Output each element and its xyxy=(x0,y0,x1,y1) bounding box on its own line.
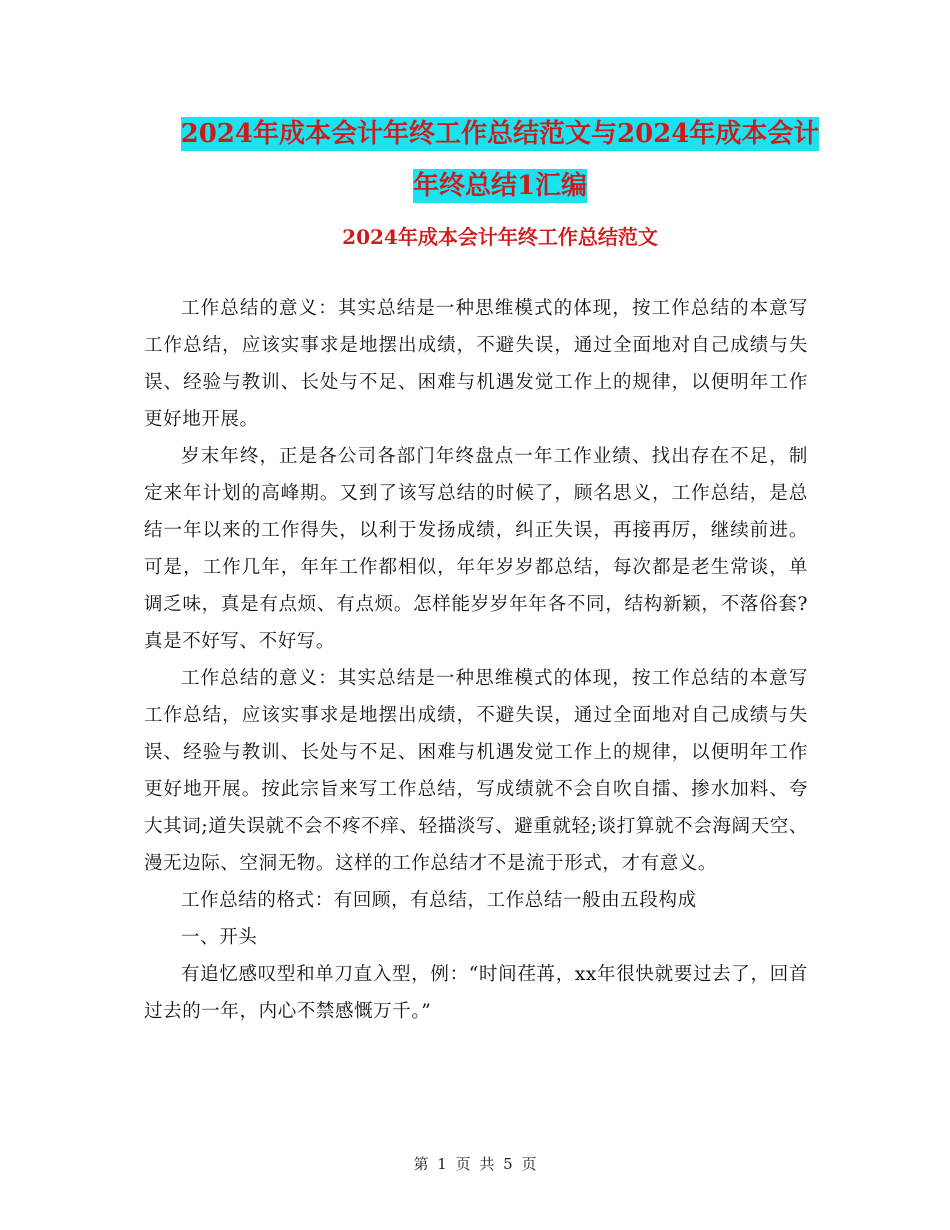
paragraph-meaning-1: 工作总结的意义：其实总结是一种思维模式的体现，按工作总结的本意写工作总结，应该实事求是地摆出成绩，不避失误，通过全面地对自己成绩与失误、经验与教训、长处与不足、困难与机遇发觉工作上的规律，以便明年工作更好地开展。 xyxy=(144,298,808,430)
document-body xyxy=(144,290,808,1030)
paragraph-format: 工作总结的格式：有回顾，有总结，工作总结一般由五段构成 xyxy=(181,890,697,911)
paragraph-meaning-2: 工作总结的意义：其实总结是一种思维模式的体现，按工作总结的本意写工作总结，应该实事求是地摆出成绩，不避失误，通过全面地对自己成绩与失误、经验与教训、长处与不足、困难与机遇发觉工作上的规律，以便明年工作更好地开展。按此宗旨来写工作总结，写成绩就不会自吹自擂、掺水加料、夸大其词;道失误就不会不疼不痒、轻描淡写、避重就轻;谈打算就不会海阔天空、漫无边际、空洞无物。这样的工作总结才不是流于形式，才有意义。 xyxy=(144,668,808,874)
paragraph-opening-example: 有追忆感叹型和单刀直入型，例：“时间荏苒，xx年很快就要过去了，回首过去的一年，内心不禁感慨万千。” xyxy=(144,964,808,1022)
document-title xyxy=(140,108,860,212)
document-title-line-1: 2024年成本会计年终工作总结范文与2024年成本会计 xyxy=(180,119,820,149)
paragraph-year-end: 岁末年终，正是各公司各部门年终盘点一年工作业绩、找出存在不足，制定来年计划的高峰期。又到了该写总结的时候了，顾名思义，工作总结，是总结一年以来的工作得失，以利于发扬成绩，纠正失误，再接再厉，继续前进。可是，工作几年，年年工作都相似，年年岁岁都总结，每次都是老生常谈，单调乏味，真是有点烦、有点烦。怎样能岁岁年年各不同，结构新颖，不落俗套?真是不好写、不好写。 xyxy=(144,446,808,652)
document-title-line-2: 年终总结1汇编 xyxy=(412,171,588,201)
paragraph-heading-opening: 一、开头 xyxy=(181,927,258,948)
page-number-footer: 第 1 页 共 5 页 xyxy=(413,1155,537,1173)
section-title: 2024年成本会计年终工作总结范文 xyxy=(342,225,658,249)
